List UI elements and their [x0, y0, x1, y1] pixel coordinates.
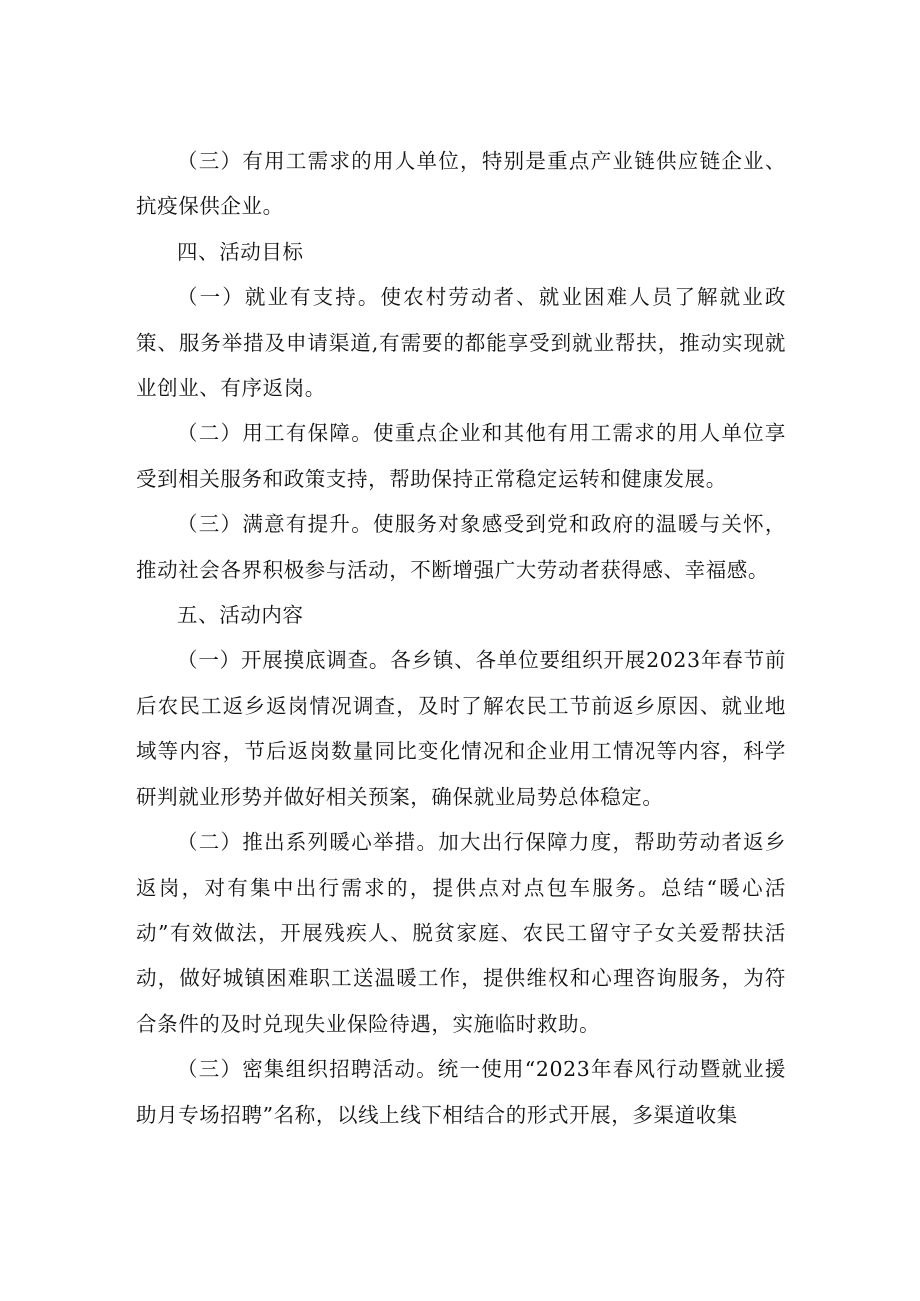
paragraph-goal-labor-guarantee: （二）用工有保障。使重点企业和其他有用工需求的用人单位享受到相关服务和政策支持，帮助保持正常稳定运转和健康发展。 [136, 421, 786, 491]
heading-activity-goals: 四、活动目标 [177, 239, 304, 264]
paragraph-employer-units: （三）有用工需求的用人单位，特别是重点产业链供应链企业、抗疫保供企业。 [136, 149, 786, 219]
paragraph-warm-measures: （二）推出系列暖心举措。加大出行保障力度，帮助劳动者返乡返岗，对有集中出行需求的，提供点对点包车服务。总结“暖心活动”有效做法，开展残疾人、脱贫家庭、农民工留守子女关爱帮扶活动，做好城镇困难职工送温暖工作，提供维权和心理咨询服务，为符合条件的及时兑现失业保险待遇，实施临时救助。 [136, 830, 786, 1036]
paragraph-goal-satisfaction: （三）满意有提升。使服务对象感受到党和政府的温暖与关怀，推动社会各界积极参与活动，不断增强广大劳动者获得感、幸福感。 [136, 512, 786, 582]
paragraph-recruitment: （三）密集组织招聘活动。统一使用“2023年春风行动暨就业援助月专场招聘”名称，以线上线下相结合的形式开展，多渠道收集 [136, 1057, 786, 1127]
paragraph-goal-employment-support: （一）就业有支持。使农村劳动者、就业困难人员了解就业政策、服务举措及申请渠道,有需要的都能享受到就业帮扶，推动实现就业创业、有序返岗。 [136, 285, 786, 401]
document-body [136, 139, 786, 1138]
heading-activity-content: 五、活动内容 [177, 603, 304, 628]
paragraph-survey: （一）开展摸底调查。各乡镇、各单位要组织开展2023年春节前后农民工返乡返岗情况调查，及时了解农民工节前返乡原因、就业地域等内容，节后返岗数量同比变化情况和企业用工情况等内容，科学研判就业形势并做好相关预案，确保就业局势总体稳定。 [136, 648, 786, 809]
